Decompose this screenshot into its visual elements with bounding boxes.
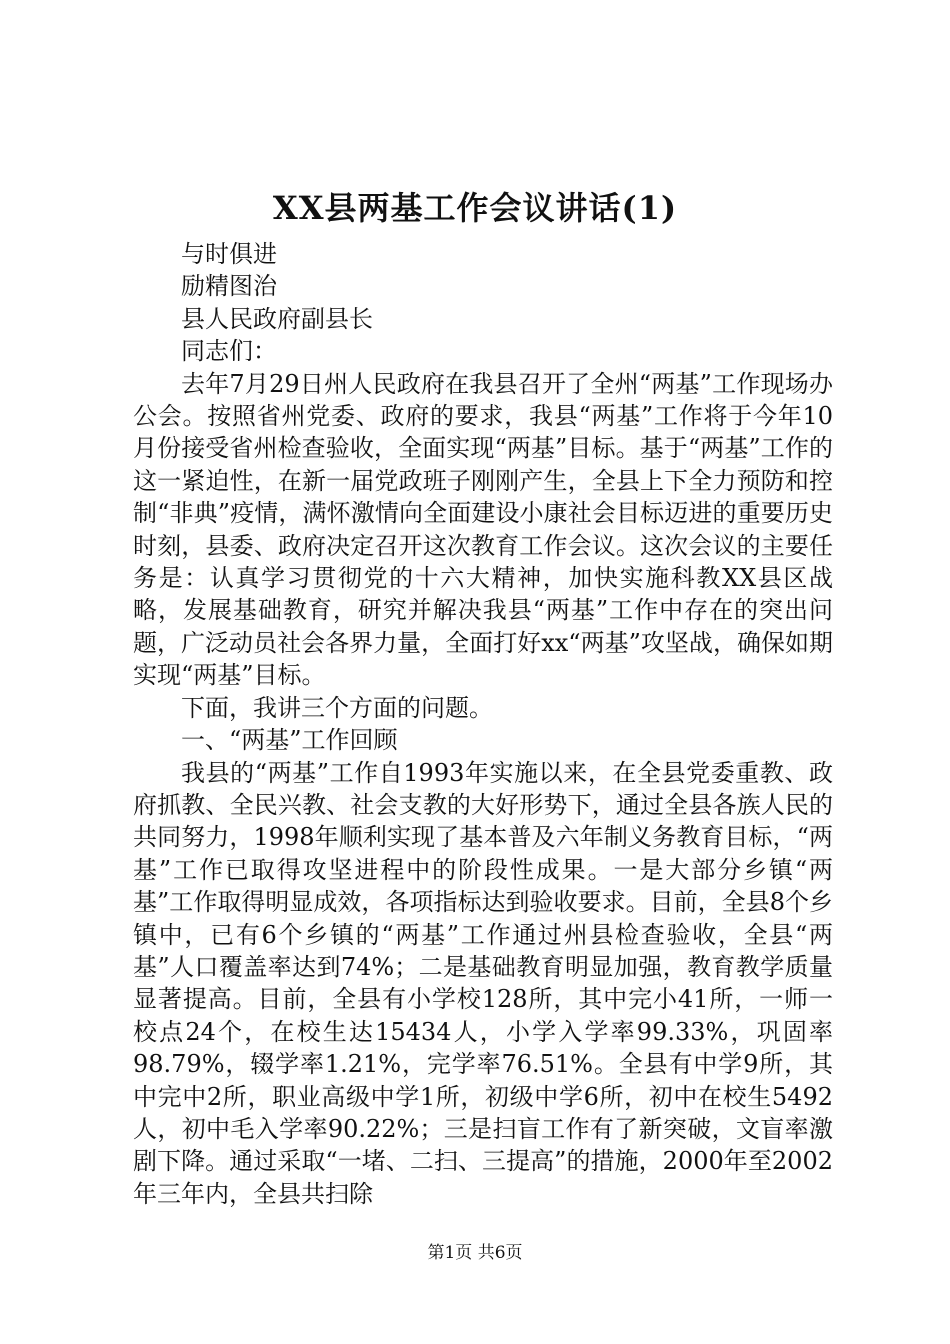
speaker-position: 县人民政府副县长: [181, 304, 373, 333]
salutation: 同志们：: [181, 337, 277, 366]
paragraph-outline: 下面，我讲三个方面的问题。: [181, 693, 493, 722]
document-body: [133, 238, 833, 1210]
page-footer: 第1页 共6页: [427, 1243, 523, 1263]
motto-line-2: 励精图治: [181, 272, 277, 301]
section-heading-1: 一、“两基”工作回顾: [181, 726, 398, 755]
motto-line-1: 与时俱进: [181, 240, 277, 268]
paragraph-intro: 去年7月29日州人民政府在我县召开了全州“两基”工作现场办公会。按照省州党委、政府的要求，我县“两基”工作将于今年10月份接受省州检查验收，全面实现“两基”目标。基于“两基”工作的这一紧迫性，在新一届党政班子刚刚产生，全县上下全力预防和控制“非典”疫情，满怀激情向全面建设小康社会目标迈进的重要历史时刻，县委、政府决定召开这次教育工作会议。这次会议的主要任务是：认真学习贯彻党的十六大精神，加快实施科教XX县区战略，发展基础教育，研究并解决我县“两基”工作中存在的突出问题，广泛动员社会各界力量，全面打好xx“两基”攻坚战，确保如期实现“两基”目标。: [133, 369, 833, 690]
document-title: XX县两基工作会议讲话(1): [272, 189, 678, 227]
paragraph-review: 我县的“两基”工作自1993年实施以来，在全县党委重教、政府抓教、全民兴教、社会支教的大好形势下，通过全县各族人民的共同努力，1998年顺利实现了基本普及六年制义务教育目标，“两基”工作已取得攻坚进程中的阶段性成果。一是大部分乡镇“两基”工作取得明显成效，各项指标达到验收要求。目前，全县8个乡镇中，已有6个乡镇的“两基”工作通过州县检查验收，全县“两基”人口覆盖率达到74%；二是基础教育明显加强，教育教学质量显著提高。目前，全县有小学校128所，其中完小41所，一师一校点24个，在校生达15434人，小学入学率99.33%，巩固率98.79%，辍学率1.21%，完学率76.51%。全县有中学9所，其中完中2所，职业高级中学1所，初级中学6所，初中在校生5492人，初中毛入学率90.22%；三是扫盲工作有了新突破，文盲率激剧下降。通过采取“一堵、二扫、三提高”的措施，2000年至2002年三年内，全县共扫除: [133, 758, 833, 1208]
